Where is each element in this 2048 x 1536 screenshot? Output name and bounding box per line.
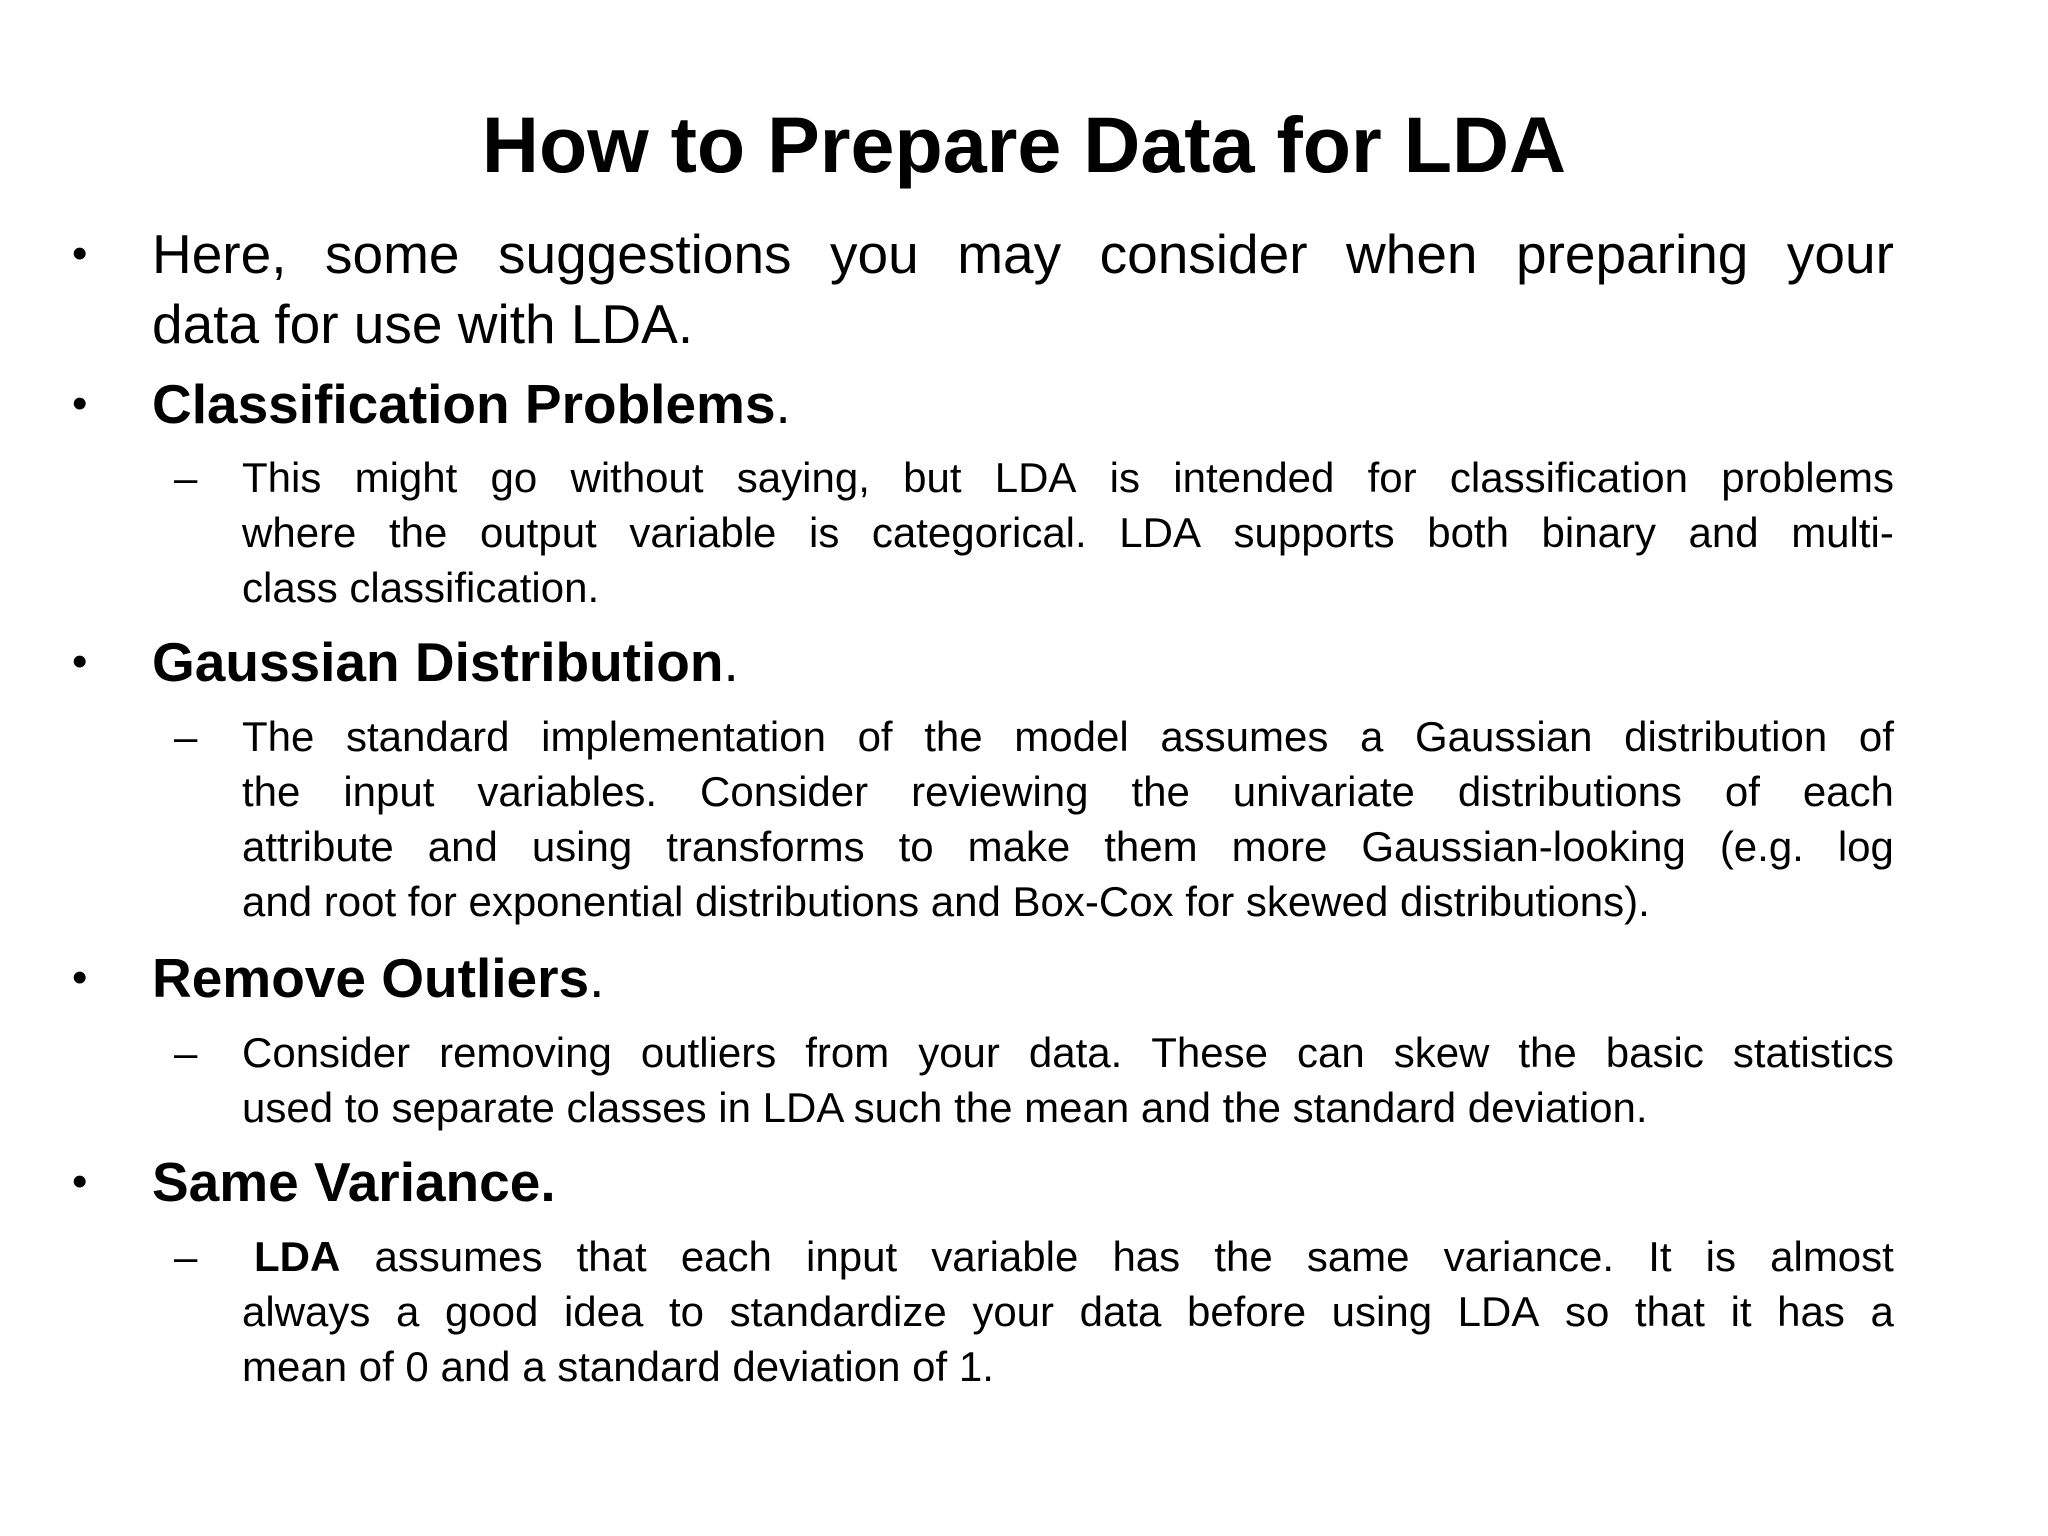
dash-icon: – <box>174 713 198 760</box>
section-heading-period: . <box>775 373 791 435</box>
section-heading-text: Same Variance. <box>152 1151 556 1213</box>
slide-title: How to Prepare Data for LDA <box>481 100 1567 189</box>
bullet-icon: • <box>72 1157 88 1206</box>
dash-icon: – <box>174 1029 198 1076</box>
body-line: the input variables. Consider reviewing the univariate distributions of each <box>242 768 1894 815</box>
intro-line-1: Here, some suggestions you may consider when preparing your <box>152 223 1894 285</box>
bullet-icon: • <box>72 229 88 278</box>
body-line: where the output variable is categorical. LDA supports both binary and multi- <box>242 509 1894 556</box>
body-line: attribute and using transforms to make them more Gaussian-looking (e.g. log <box>242 823 1894 870</box>
body-line: This might go without saying, but LDA is intended for classification problems <box>242 454 1894 501</box>
body-line: The standard implementation of the model assumes a Gaussian distribution of <box>242 713 1894 760</box>
body-line: and root for exponential distributions and Box-Cox for skewed distributions). <box>242 878 1650 925</box>
body-line: LDA assumes that each input variable has the same variance. It is almost <box>254 1229 1894 1284</box>
body-line: class classification. <box>242 564 600 611</box>
section-heading <box>152 1147 1894 1217</box>
section-heading-period: . <box>723 631 739 693</box>
intro-line-2: data for use with LDA. <box>152 293 694 355</box>
section-heading <box>152 627 1894 697</box>
section-heading-period: . <box>589 947 605 1009</box>
body-line: Consider removing outliers from your data. These can skew the basic statistics <box>242 1029 1894 1076</box>
dash-icon: – <box>174 1233 198 1280</box>
section-heading <box>152 369 1894 439</box>
body-line: mean of 0 and a standard deviation of 1. <box>242 1343 994 1390</box>
section-heading-text: Remove Outliers <box>152 947 590 1009</box>
bullet-icon: • <box>72 953 88 1002</box>
bullet-icon: • <box>72 637 88 686</box>
section-heading-text: Classification Problems <box>152 373 776 435</box>
body-line: used to separate classes in LDA such the mean and the standard deviation. <box>242 1084 1648 1131</box>
dash-icon: – <box>174 454 198 501</box>
section-heading-text: Gaussian Distribution <box>152 631 724 693</box>
section-heading <box>152 943 1894 1013</box>
body-line: always a good idea to standardize your data before using LDA so that it has a <box>242 1288 1894 1335</box>
bullet-icon: • <box>72 379 88 428</box>
lda-lead: LDA <box>254 1233 341 1280</box>
